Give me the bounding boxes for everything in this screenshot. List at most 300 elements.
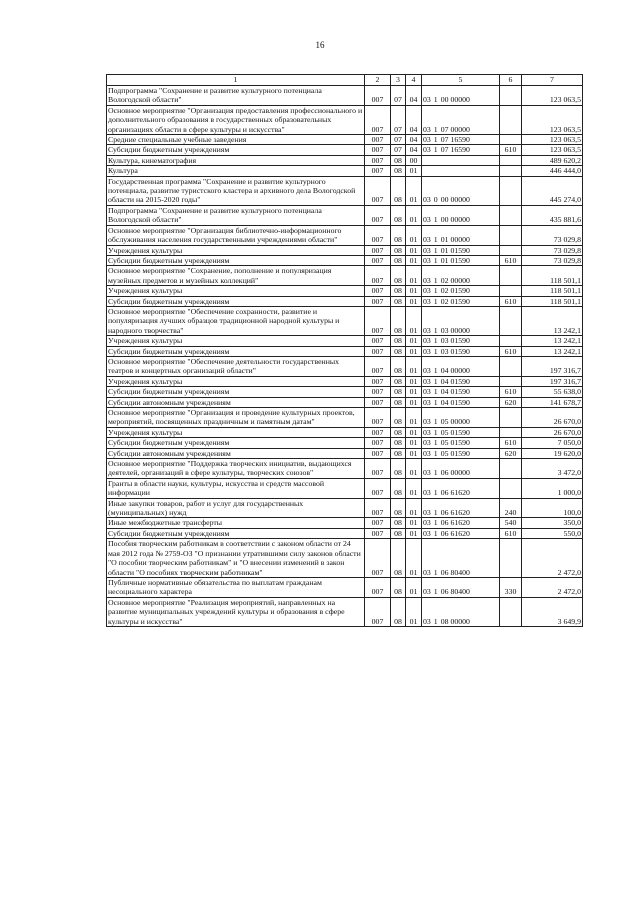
table-row: [107, 498, 583, 518]
subsection-code: 01: [406, 356, 422, 376]
program-code: 03: [423, 427, 431, 437]
direction-code: 04 01590: [440, 387, 470, 397]
section-code: 08: [391, 306, 406, 335]
amount: 123 063,5: [522, 86, 583, 106]
amount: 123 063,5: [522, 105, 583, 134]
subprogram-code: 1: [433, 366, 438, 376]
amount: 141 678,7: [522, 397, 583, 407]
section-code: 08: [391, 266, 406, 286]
target-article-code: [422, 266, 500, 286]
target-article-code: [422, 528, 500, 538]
program-code: 03: [423, 508, 431, 518]
target-article-code: [422, 296, 500, 306]
subsection-code: 01: [406, 597, 422, 626]
subprogram-code: 1: [433, 397, 438, 407]
section-code: 08: [391, 387, 406, 397]
subprogram-code: 1: [433, 468, 438, 478]
target-article-code: [422, 166, 500, 176]
direction-code: 06 61620: [440, 508, 470, 518]
section-code: 07: [391, 86, 406, 106]
amount: 73 029,8: [522, 255, 583, 265]
table-row: [107, 448, 583, 458]
expense-type-code: [500, 245, 522, 255]
target-article-code: [422, 145, 500, 155]
subprogram-code: 1: [433, 95, 438, 105]
amount: 118 501,1: [522, 266, 583, 286]
table-row: [107, 135, 583, 145]
ministry-code: 007: [365, 296, 391, 306]
ministry-code: 007: [365, 245, 391, 255]
program-code: 03: [423, 325, 431, 335]
subsection-code: 01: [406, 518, 422, 528]
amount: 13 242,1: [522, 336, 583, 346]
expense-type-code: 610: [500, 346, 522, 356]
section-code: 08: [391, 438, 406, 448]
expense-type-code: [500, 135, 522, 145]
expense-type-code: [500, 459, 522, 479]
expense-type-code: 240: [500, 498, 522, 518]
program-code: 03: [423, 587, 431, 597]
ministry-code: 007: [365, 438, 391, 448]
subsection-code: 01: [406, 296, 422, 306]
direction-code: 00 00000: [440, 195, 470, 205]
expense-type-code: [500, 176, 522, 205]
program-code: 03: [423, 255, 431, 265]
row-name: Гранты в области науки, культуры, искусства и средств массовой информации: [107, 478, 365, 498]
program-code: 03: [423, 438, 431, 448]
direction-code: 03 01590: [440, 336, 470, 346]
amount: 26 670,0: [522, 408, 583, 428]
subprogram-code: 1: [433, 587, 438, 597]
program-code: 03: [423, 468, 431, 478]
program-code: 03: [423, 215, 431, 225]
table-row: [107, 145, 583, 155]
program-code: 03: [423, 518, 431, 528]
table-row: [107, 427, 583, 437]
subsection-code: 01: [406, 306, 422, 335]
row-name: Культура: [107, 166, 365, 176]
section-code: 08: [391, 296, 406, 306]
subprogram-code: 1: [433, 255, 438, 265]
ministry-code: 007: [365, 176, 391, 205]
subsection-code: 01: [406, 438, 422, 448]
row-name: Учреждения культуры: [107, 286, 365, 296]
section-code: 08: [391, 336, 406, 346]
table-row: [107, 255, 583, 265]
row-name: Подпрограмма "Сохранение и развитие культурного потенциала Вологодской области": [107, 205, 365, 225]
row-name: Субсидии бюджетным учреждениям: [107, 528, 365, 538]
ministry-code: 007: [365, 577, 391, 597]
row-name: Государственная программа "Сохранение и развитие культурного потенциала, развитие туристского кластера и архивного дела Вологодской области на 2015-2020 годы": [107, 176, 365, 205]
subsection-code: 01: [406, 397, 422, 407]
subsection-code: 04: [406, 145, 422, 155]
ministry-code: 007: [365, 105, 391, 134]
column-header: 1: [107, 75, 365, 86]
table-row: [107, 539, 583, 578]
subprogram-code: 1: [433, 235, 438, 245]
ministry-code: 007: [365, 376, 391, 386]
direction-code: 04 01590: [440, 376, 470, 386]
subprogram-code: 1: [433, 376, 438, 386]
ministry-code: 007: [365, 518, 391, 528]
direction-code: 02 00000: [440, 275, 470, 285]
subprogram-code: 1: [433, 275, 438, 285]
expense-type-code: [500, 478, 522, 498]
row-name: Публичные нормативные обязательства по выплатам гражданам несоциального характера: [107, 577, 365, 597]
expense-type-code: 610: [500, 387, 522, 397]
subsection-code: 01: [406, 408, 422, 428]
table-row: [107, 306, 583, 335]
section-code: 08: [391, 356, 406, 376]
section-code: 08: [391, 518, 406, 528]
row-name: Субсидии бюджетным учреждениям: [107, 145, 365, 155]
target-article-code: [422, 255, 500, 265]
row-name: Основное мероприятие "Поддержка творческих инициатив, выдающихся деятелей, организаций в сфере культуры, творческих союзов": [107, 459, 365, 479]
target-article-code: [422, 245, 500, 255]
table-row: [107, 105, 583, 134]
program-code: 03: [423, 528, 431, 538]
row-name: Основное мероприятие "Организация и проведение культурных проектов, мероприятий, посвященных праздничным и памятным датам": [107, 408, 365, 428]
target-article-code: [422, 336, 500, 346]
subprogram-code: 1: [433, 528, 438, 538]
ministry-code: 007: [365, 155, 391, 165]
row-name: Средние специальные учебные заведения: [107, 135, 365, 145]
direction-code: 05 01590: [440, 427, 470, 437]
row-name: Основное мероприятие "Организация библиотечно-информационного обслуживания населения государственными учреждениями области": [107, 225, 365, 245]
row-name: Субсидии бюджетным учреждениям: [107, 346, 365, 356]
subprogram-code: 1: [433, 325, 438, 335]
row-name: Основное мероприятие "Обеспечение деятельности государственных театров и концертных организаций области": [107, 356, 365, 376]
program-code: 03: [423, 245, 431, 255]
expense-type-code: [500, 266, 522, 286]
direction-code: 02 01590: [440, 296, 470, 306]
amount: 73 029,8: [522, 225, 583, 245]
subsection-code: 01: [406, 577, 422, 597]
table-row: [107, 438, 583, 448]
amount: 197 316,7: [522, 376, 583, 386]
column-header: 7: [522, 75, 583, 86]
expense-type-code: [500, 105, 522, 134]
table-row: [107, 528, 583, 538]
expense-type-code: [500, 205, 522, 225]
subsection-code: 01: [406, 448, 422, 458]
expense-type-code: [500, 286, 522, 296]
target-article-code: [422, 408, 500, 428]
subprogram-code: 1: [433, 245, 438, 255]
table-row: [107, 387, 583, 397]
program-code: 03: [423, 366, 431, 376]
row-name: Субсидии бюджетным учреждениям: [107, 438, 365, 448]
column-header: 3: [391, 75, 406, 86]
section-code: 08: [391, 176, 406, 205]
header-row: [107, 75, 583, 86]
subsection-code: 01: [406, 255, 422, 265]
target-article-code: [422, 356, 500, 376]
program-code: 03: [423, 286, 431, 296]
program-code: 03: [423, 235, 431, 245]
target-article-code: [422, 597, 500, 626]
column-header: 4: [406, 75, 422, 86]
table-row: [107, 286, 583, 296]
target-article-code: [422, 438, 500, 448]
amount: 2 472,0: [522, 539, 583, 578]
amount: 350,0: [522, 518, 583, 528]
subprogram-code: 1: [433, 346, 438, 356]
subprogram-code: 1: [433, 438, 438, 448]
section-code: 08: [391, 225, 406, 245]
row-name: Основное мероприятие "Обеспечение сохранности, развитие и популяризация лучших образцов традиционной народной культуры и народного творчества": [107, 306, 365, 335]
ministry-code: 007: [365, 205, 391, 225]
program-code: 03: [423, 135, 431, 145]
subsection-code: 01: [406, 346, 422, 356]
table-row: [107, 205, 583, 225]
amount: 1 000,0: [522, 478, 583, 498]
row-name: Субсидии автономным учреждениям: [107, 397, 365, 407]
target-article-code: [422, 459, 500, 479]
section-code: 08: [391, 286, 406, 296]
program-code: 03: [423, 567, 431, 577]
row-name: Учреждения культуры: [107, 376, 365, 386]
amount: 435 881,6: [522, 205, 583, 225]
expense-type-code: [500, 356, 522, 376]
program-code: 03: [423, 616, 431, 626]
amount: 118 501,1: [522, 296, 583, 306]
subsection-code: 01: [406, 245, 422, 255]
section-code: 08: [391, 459, 406, 479]
subsection-code: 00: [406, 155, 422, 165]
direction-code: 01 00000: [440, 235, 470, 245]
ministry-code: 007: [365, 266, 391, 286]
direction-code: 06 61620: [440, 488, 470, 498]
table-row: [107, 459, 583, 479]
direction-code: 06 61620: [440, 518, 470, 528]
program-code: 03: [423, 195, 431, 205]
expense-type-code: 610: [500, 296, 522, 306]
direction-code: 06 00000: [440, 468, 470, 478]
row-name: Иные межбюджетные трансферты: [107, 518, 365, 528]
expense-type-code: [500, 166, 522, 176]
row-name: Субсидии бюджетным учреждениям: [107, 387, 365, 397]
program-code: 03: [423, 145, 431, 155]
amount: 489 620,2: [522, 155, 583, 165]
program-code: 03: [423, 376, 431, 386]
subprogram-code: 1: [433, 387, 438, 397]
direction-code: 00 00000: [440, 215, 470, 225]
ministry-code: 007: [365, 539, 391, 578]
expense-type-code: 540: [500, 518, 522, 528]
budget-table: [106, 74, 583, 627]
ministry-code: 007: [365, 408, 391, 428]
ministry-code: 007: [365, 336, 391, 346]
target-article-code: [422, 478, 500, 498]
section-code: 08: [391, 597, 406, 626]
subsection-code: 01: [406, 225, 422, 245]
ministry-code: 007: [365, 597, 391, 626]
direction-code: 07 00000: [440, 124, 470, 134]
subsection-code: 01: [406, 427, 422, 437]
subprogram-code: 1: [433, 448, 438, 458]
target-article-code: [422, 155, 500, 165]
ministry-code: 007: [365, 346, 391, 356]
program-code: 03: [423, 336, 431, 346]
direction-code: 01 01590: [440, 255, 470, 265]
amount: 550,0: [522, 528, 583, 538]
direction-code: 08 00000: [440, 616, 470, 626]
amount: 197 316,7: [522, 356, 583, 376]
table-row: [107, 478, 583, 498]
row-name: Пособия творческим работникам в соответствии с законом области от 24 мая 2012 года № 2759-ОЗ "О признании утратившими силу законов области "О пособии творческим работникам" и "О внесении изменений в закон области "О пособиях творческим работникам": [107, 539, 365, 578]
subsection-code: 01: [406, 376, 422, 386]
table-row: [107, 245, 583, 255]
table-row: [107, 296, 583, 306]
direction-code: 07 16590: [440, 135, 470, 145]
ministry-code: 007: [365, 286, 391, 296]
table-row: [107, 518, 583, 528]
amount: 26 670,0: [522, 427, 583, 437]
subsection-code: 01: [406, 205, 422, 225]
amount: 445 274,0: [522, 176, 583, 205]
amount: 100,0: [522, 498, 583, 518]
target-article-code: [422, 86, 500, 106]
program-code: 03: [423, 296, 431, 306]
ministry-code: 007: [365, 225, 391, 245]
ministry-code: 007: [365, 498, 391, 518]
direction-code: 05 01590: [440, 448, 470, 458]
amount: 3 649,9: [522, 597, 583, 626]
amount: 13 242,1: [522, 306, 583, 335]
program-code: 03: [423, 397, 431, 407]
ministry-code: 007: [365, 166, 391, 176]
amount: 123 063,5: [522, 135, 583, 145]
expense-type-code: [500, 86, 522, 106]
expense-type-code: [500, 427, 522, 437]
section-code: 08: [391, 448, 406, 458]
table-row: [107, 225, 583, 245]
target-article-code: [422, 427, 500, 437]
amount: 3 472,0: [522, 459, 583, 479]
subprogram-code: 1: [433, 124, 438, 134]
table-row: [107, 336, 583, 346]
amount: 123 063,5: [522, 145, 583, 155]
target-article-code: [422, 518, 500, 528]
row-name: Учреждения культуры: [107, 336, 365, 346]
row-name: Субсидии автономным учреждениям: [107, 448, 365, 458]
program-code: 03: [423, 95, 431, 105]
target-article-code: [422, 225, 500, 245]
ministry-code: 007: [365, 306, 391, 335]
table-row: [107, 376, 583, 386]
section-code: 07: [391, 135, 406, 145]
row-name: Основное мероприятие "Сохранение, пополнение и популяризация музейных предметов и музейных коллекций": [107, 266, 365, 286]
subsection-code: 01: [406, 336, 422, 346]
ministry-code: 007: [365, 397, 391, 407]
table-row: [107, 176, 583, 205]
column-header: 2: [365, 75, 391, 86]
subsection-code: 01: [406, 266, 422, 286]
expense-type-code: [500, 539, 522, 578]
row-name: Подпрограмма "Сохранение и развитие культурного потенциала Вологодской области": [107, 86, 365, 106]
direction-code: 03 01590: [440, 346, 470, 356]
amount: 73 029,8: [522, 245, 583, 255]
amount: 2 472,0: [522, 577, 583, 597]
direction-code: 02 01590: [440, 286, 470, 296]
ministry-code: 007: [365, 528, 391, 538]
expense-type-code: [500, 155, 522, 165]
table-row: [107, 597, 583, 626]
expense-type-code: [500, 408, 522, 428]
direction-code: 04 00000: [440, 366, 470, 376]
subprogram-code: 1: [433, 296, 438, 306]
target-article-code: [422, 397, 500, 407]
table-row: [107, 356, 583, 376]
ministry-code: 007: [365, 427, 391, 437]
direction-code: 03 00000: [440, 325, 470, 335]
table-row: [107, 346, 583, 356]
expense-type-code: [500, 336, 522, 346]
subsection-code: 04: [406, 86, 422, 106]
ministry-code: 007: [365, 86, 391, 106]
table-row: [107, 397, 583, 407]
expense-type-code: 610: [500, 438, 522, 448]
section-code: 08: [391, 408, 406, 428]
ministry-code: 007: [365, 356, 391, 376]
subsection-code: 01: [406, 286, 422, 296]
amount: 19 620,0: [522, 448, 583, 458]
section-code: 08: [391, 539, 406, 578]
subprogram-code: 1: [433, 145, 438, 155]
column-header: 6: [500, 75, 522, 86]
target-article-code: [422, 306, 500, 335]
target-article-code: [422, 539, 500, 578]
section-code: 08: [391, 528, 406, 538]
section-code: 07: [391, 145, 406, 155]
subsection-code: 01: [406, 498, 422, 518]
subprogram-code: 1: [433, 427, 438, 437]
target-article-code: [422, 176, 500, 205]
subprogram-code: 1: [433, 616, 438, 626]
section-code: 08: [391, 255, 406, 265]
section-code: 08: [391, 478, 406, 498]
expense-type-code: 620: [500, 397, 522, 407]
section-code: 08: [391, 166, 406, 176]
ministry-code: 007: [365, 459, 391, 479]
direction-code: 04 01590: [440, 397, 470, 407]
row-name: Культура, кинематография: [107, 155, 365, 165]
direction-code: 01 01590: [440, 245, 470, 255]
section-code: 08: [391, 427, 406, 437]
target-article-code: [422, 105, 500, 134]
program-code: 03: [423, 124, 431, 134]
subprogram-code: 1: [433, 215, 438, 225]
direction-code: 06 61620: [440, 528, 470, 538]
program-code: 03: [423, 417, 431, 427]
section-code: 08: [391, 577, 406, 597]
ministry-code: 007: [365, 145, 391, 155]
ministry-code: 007: [365, 135, 391, 145]
expense-type-code: 620: [500, 448, 522, 458]
subprogram-code: 1: [433, 336, 438, 346]
subsection-code: 01: [406, 387, 422, 397]
expense-type-code: [500, 597, 522, 626]
section-code: 08: [391, 498, 406, 518]
subprogram-code: 1: [433, 518, 438, 528]
target-article-code: [422, 346, 500, 356]
expense-type-code: 610: [500, 145, 522, 155]
expense-type-code: [500, 306, 522, 335]
direction-code: 05 01590: [440, 438, 470, 448]
ministry-code: 007: [365, 448, 391, 458]
program-code: 03: [423, 346, 431, 356]
